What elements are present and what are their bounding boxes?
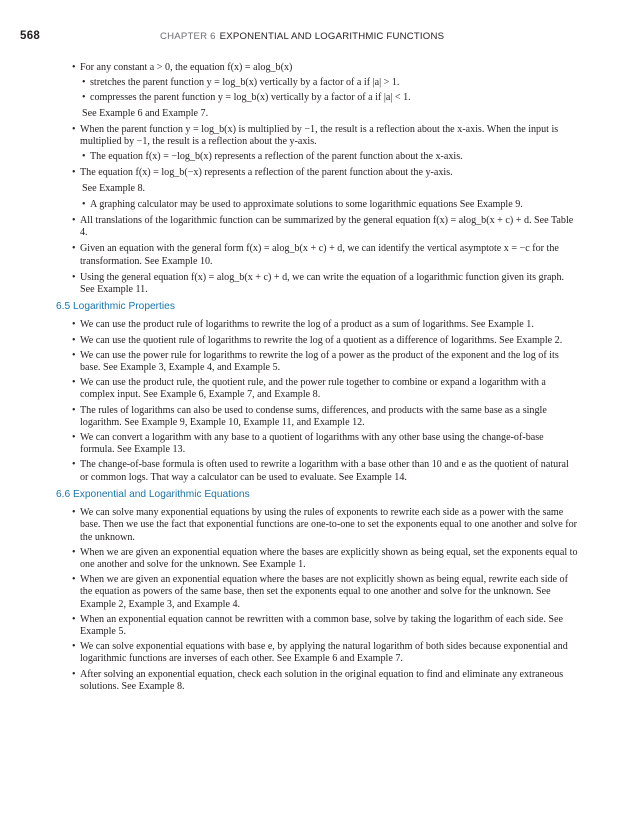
- list-item: • The equation f(x) = log_b(−x) represents a reflection of the parent function about the y-axis.: [56, 167, 578, 179]
- list-item: • We can solve many exponential equations by using the rules of exponents to rewrite each side as a power with the same base. Then we use the fact that exponential functions are one-to-one to set the exponents equal to one another and solve for the unknown.: [56, 507, 578, 544]
- list-item: • When the parent function y = log_b(x) is multiplied by −1, the result is a reflection about the x-axis. When the input is multiplied by −1, the result is a reflection about the y-axis.: [56, 124, 578, 148]
- list-item: • We can convert a logarithm with any base to a quotient of logarithms with any other base using the change-of-base formula. See Example 13.: [56, 432, 578, 456]
- page-content: [56, 62, 578, 696]
- running-head: [160, 31, 444, 42]
- section-6-6-list: [56, 507, 578, 693]
- list-item: • We can use the quotient rule of logarithms to rewrite the log of a quotient as a difference of logarithms. See Example 2.: [56, 335, 578, 347]
- list-item: • After solving an exponential equation, check each solution in the original equation to find and eliminate any extraneous solutions. See Example 8.: [56, 669, 578, 693]
- list-item: • We can use the product rule of logarithms to rewrite the log of a product as a sum of logarithms. See Example 1.: [56, 319, 578, 331]
- section-heading-6-6: 6.6 Exponential and Logarithmic Equations: [56, 488, 250, 500]
- block-a-list: [56, 62, 578, 296]
- section-heading-6-5: 6.5 Logarithmic Properties: [56, 301, 175, 313]
- list-item: • We can use the power rule for logarithms to rewrite the log of a power as the product of the exponent and the log of its base. See Example 3, Example 4, and Example 5.: [56, 350, 578, 374]
- list-item: • stretches the parent function y = log_b(x) vertically by a factor of a if |a| > 1.: [56, 77, 578, 89]
- section-6-5-list: [56, 319, 578, 483]
- page-number: 568: [20, 30, 41, 42]
- list-item: See Example 6 and Example 7.: [82, 107, 209, 119]
- list-item: • The rules of logarithms can also be used to condense sums, differences, and products with the same base as a single logarithm. See Example 9, Example 10, Example 11, and Example 12.: [56, 405, 578, 429]
- list-item: • We can solve exponential equations with base e, by applying the natural logarithm of both sides because exponential and logarithmic functions are inverses of each other. See Example 6 and Example 7.: [56, 641, 578, 665]
- list-item: See Example 8.: [82, 182, 146, 194]
- list-item: • compresses the parent function y = log_b(x) vertically by a factor of a if |a| < 1.: [56, 92, 578, 104]
- list-item: • A graphing calculator may be used to approximate solutions to some logarithmic equations See Example 9.: [56, 199, 578, 211]
- list-item: • We can use the product rule, the quotient rule, and the power rule together to combine or expand a logarithm with a complex input. See Example 6, Example 7, and Example 8.: [56, 377, 578, 401]
- chapter-label: CHAPTER 6: [160, 31, 216, 42]
- list-item: • The change-of-base formula is often used to rewrite a logarithm with a base other than 10 and e as the quotient of natural or common logs. That way a calculator can be used to evaluate. See Example 14.: [56, 459, 578, 483]
- list-item: • All translations of the logarithmic function can be summarized by the general equation f(x) = alog_b(x + c) + d. See Table 4.: [56, 215, 578, 239]
- list-item: • When we are given an exponential equation where the bases are explicitly shown as being equal, set the exponents equal to one another and solve for the unknown. See Example 1.: [56, 547, 578, 571]
- list-item: • When an exponential equation cannot be rewritten with a common base, solve by taking the logarithm of each side. See Example 5.: [56, 614, 578, 638]
- page-header: [20, 30, 610, 46]
- list-item: • Using the general equation f(x) = alog_b(x + c) + d, we can write the equation of a logarithmic function given its graph. See Example 11.: [56, 272, 578, 296]
- chapter-title: EXPONENTIAL AND LOGARITHMIC FUNCTIONS: [219, 31, 445, 42]
- list-item: • For any constant a > 0, the equation f(x) = alog_b(x): [56, 62, 578, 74]
- list-item: • Given an equation with the general form f(x) = alog_b(x + c) + d, we can identify the vertical asymptote x = −c for the transformation. See Example 10.: [56, 243, 578, 267]
- list-item: • When we are given an exponential equation where the bases are not explicitly shown as being equal, rewrite each side of the equation as powers of the same base, then set the exponents equal to one another and solve for the unknown. See Example 2, Example 3, and Example 4.: [56, 574, 578, 611]
- list-item: • The equation f(x) = −log_b(x) represents a reflection of the parent function about the x-axis.: [56, 151, 578, 163]
